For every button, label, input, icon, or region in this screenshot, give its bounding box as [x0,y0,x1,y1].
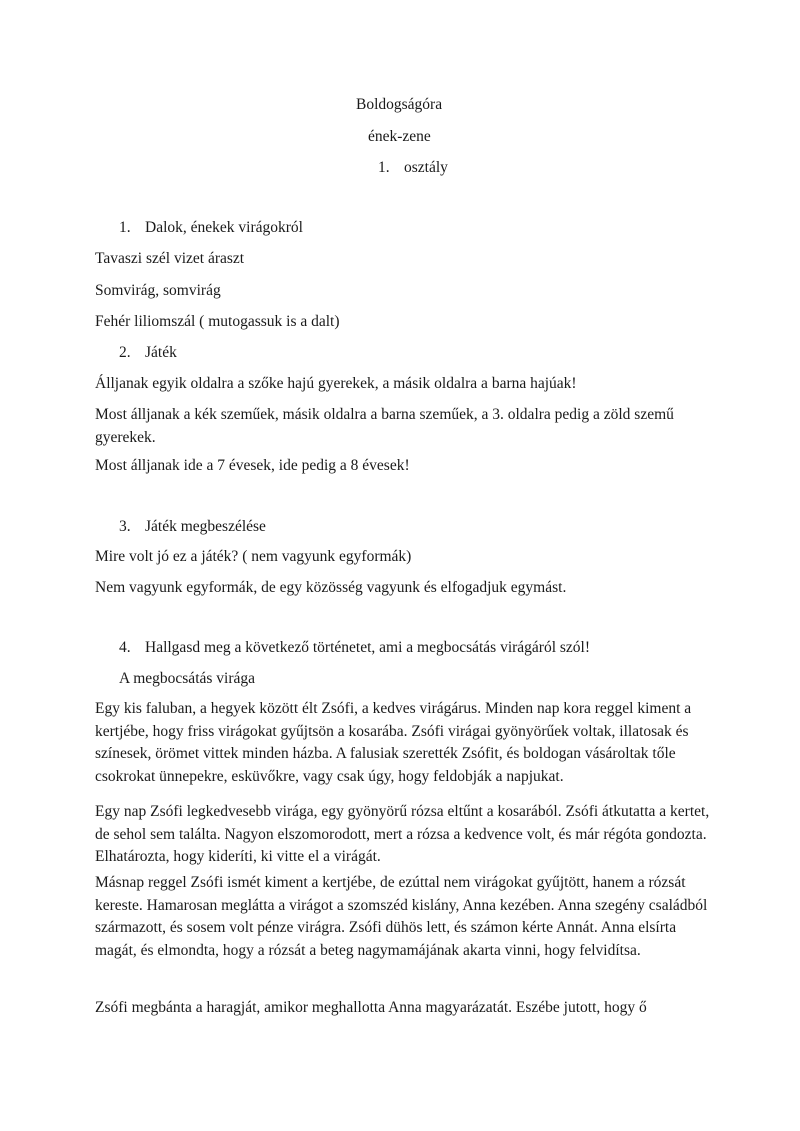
document-grade [378,157,448,180]
story-paragraph: Zsófi megbánta a haragját, amikor meghallotta Anna magyarázatát. Eszébe jutott, hogy ő [95,999,647,1016]
section-2-heading [119,342,177,365]
section-1-number: 1. [119,219,131,236]
song-line: Somvirág, somvirág [95,282,221,299]
section-1-heading [119,217,303,240]
game-instruction: Álljanak egyik oldalra a szőke hajú gyerekek, a másik oldalra a barna hajúak! [95,375,577,392]
section-3-title: Játék megbeszélése [145,518,266,535]
story-paragraph: Egy kis faluban, a hegyek között élt Zsófi, a kedves virágárus. Minden nap kora reggel kiment a kertjébe, hogy friss virágokat gyűjtsön a kosarába. Zsófi virágai gyönyörűek voltak, illatosak és színesek, örömet vittek minden házba. A falusiak szerették Zsófit, és boldogan vásároltak tőle csokrokat ünnepekre, esküvőkre, vagy csak úgy, hogy feldobják a napjukat. [95,700,692,785]
grade-number: 1. [378,159,390,176]
section-4-heading [119,637,590,660]
section-1-title: Dalok, énekek virágokról [145,219,303,236]
game-instruction: Most álljanak ide a 7 évesek, ide pedig a 8 évesek! [95,457,410,474]
song-line: Fehér liliomszál ( mutogassuk is a dalt) [95,313,340,330]
story-paragraph: Másnap reggel Zsófi ismét kiment a kertjébe, de ezúttal nem virágokat gyűjtött, hanem a rózsát kereste. Hamarosan meglátta a virágot a szomszéd kislány, Anna kezében. Anna szegény családból származott, és sosem volt pénze virágra. Zsófi dühös lett, és számon kérte Annát. Anna elsírta magát, és elmondta, hogy a rózsát a beteg nagymamájának akarta vinni, hogy felvidítsa. [95,874,708,959]
section-2-title: Játék [145,344,177,361]
grade-label: osztály [404,159,448,176]
document-subject: ének-zene [368,128,431,145]
song-line: Tavaszi szél vizet áraszt [95,250,245,267]
section-3-number: 3. [119,518,131,535]
document-title: Boldogságóra [356,96,443,113]
section-3-heading [119,516,266,539]
game-instruction: Most álljanak a kék szeműek, másik oldalra a barna szeműek, a 3. oldalra pedig a zöld szemű gyerekek. [95,406,674,446]
story-paragraph: Egy nap Zsófi legkedvesebb virága, egy gyönyörű rózsa eltűnt a kosarából. Zsófi átkutatta a kertet, de sehol sem találta. Nagyon elszomorodott, mert a rózsa a kedvence volt, és már régóta gondozta. Elhatározta, hogy kideríti, ki vitte el a virágát. [95,803,710,865]
discussion-question: Mire volt jó ez a játék? ( nem vagyunk egyformák) [95,548,412,565]
discussion-answer: Nem vagyunk egyformák, de egy közösség vagyunk és elfogadjuk egymást. [95,579,567,596]
section-4-title: Hallgasd meg a következő történetet, ami a megbocsátás virágáról szól! [145,639,591,656]
section-2-number: 2. [119,344,131,361]
story-title: A megbocsátás virága [119,670,256,687]
section-4-number: 4. [119,639,131,656]
